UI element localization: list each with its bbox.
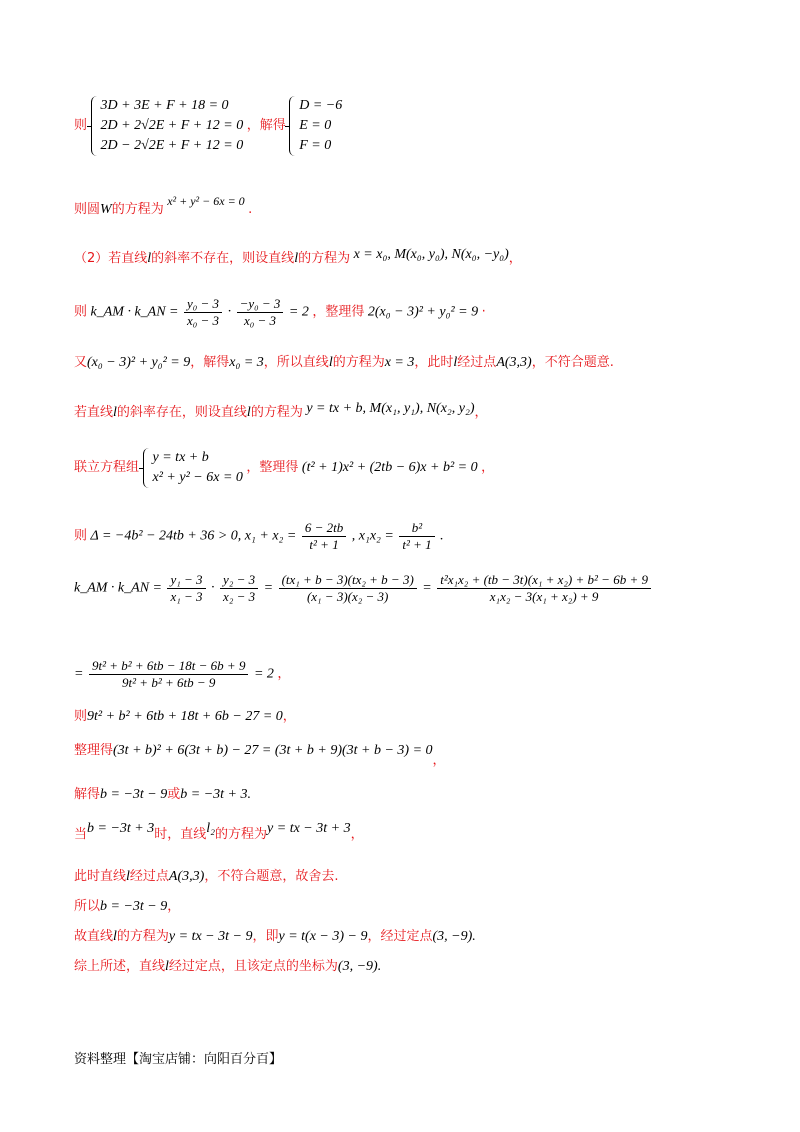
text: 经过点 — [457, 355, 497, 370]
line-discriminant — [74, 520, 444, 553]
equation-system-1 — [91, 96, 244, 156]
math: x₀ = 3 — [229, 355, 264, 370]
line-therefore-b — [74, 898, 180, 916]
text: ，解得 — [190, 355, 230, 370]
text: 综上所述，直线 — [74, 959, 166, 974]
line-solve-b — [74, 786, 251, 804]
text: ，即 — [252, 929, 279, 944]
text: 的方程为 — [332, 355, 385, 370]
math: l — [246, 405, 251, 420]
text: 经过点 — [129, 869, 169, 884]
line-case-no-slope — [74, 247, 522, 268]
math: A(3,3) — [168, 869, 205, 884]
text: ， — [282, 709, 296, 724]
text: . — [248, 202, 253, 217]
math: A(3,3) — [496, 355, 532, 370]
text: 的方程为 — [298, 251, 351, 266]
math: y = tx + b, M(x₁, y₁), N(x₂, y₂) — [306, 401, 475, 416]
text: 则 — [74, 304, 88, 320]
math: (x₀ − 3)² + y₀² = 9 — [87, 355, 191, 370]
equation-row: 2D + 2√2E + F + 12 = 0 — [100, 118, 244, 133]
text: 整理得 — [74, 743, 114, 758]
math: (3t + b)² + 6(3t + b) − 27 = (3t + b + 9)(3t + b − 3) = 0 — [113, 743, 433, 758]
text: 时，直线 — [154, 827, 207, 842]
fraction: $\frac{\text{y₂ − 3}}{\text{x₂ − 3}}$ — [220, 572, 258, 605]
math: y = tx − 3t + 3 — [267, 821, 351, 836]
math: (3, −9) — [432, 929, 473, 944]
text: ， — [481, 460, 495, 476]
line-factored — [74, 742, 446, 768]
math: l — [147, 251, 152, 266]
equation-row: D = −6 — [299, 98, 343, 113]
fraction: $\frac{\text{−y₀ − 3}}{\text{x₀ − 3}}$ — [237, 296, 284, 329]
equation-system-3 — [143, 448, 243, 488]
text: 则 — [74, 528, 88, 544]
text: （2）若直线 — [74, 251, 148, 266]
text: 则 — [74, 118, 88, 134]
text: 的斜率不存在，则设直线 — [151, 251, 295, 266]
line-expanded — [74, 708, 296, 726]
math: 2(x₀ − 3)² + y₀² = 9 — [367, 304, 479, 320]
line-reject — [74, 868, 338, 886]
math: · — [211, 580, 215, 596]
text: ，整理得 — [312, 304, 365, 320]
text: 经过定点，且该定点的坐标为 — [168, 959, 338, 974]
text: 则 — [74, 709, 88, 724]
equation-row: x² + y² − 6x = 0 — [152, 470, 243, 485]
text: ， — [508, 251, 522, 266]
math: = 2 — [253, 666, 274, 682]
text: 所以 — [74, 899, 101, 914]
math: l — [328, 355, 333, 370]
line-conclusion — [74, 958, 381, 976]
text: ， — [432, 753, 446, 768]
math: · — [227, 304, 232, 320]
equation-row: F = 0 — [299, 138, 332, 153]
math: = — [422, 580, 432, 596]
math: y = tx − 3t − 9 — [168, 929, 253, 944]
fraction: $\frac{\text{b²}}{\text{t² + 1}}$ — [399, 520, 434, 553]
equation-row: y = tx + b — [152, 450, 209, 465]
line-system-solution — [74, 96, 342, 156]
fraction: $\frac{\text{y₀ − 3}}{\text{x₀ − 3}}$ — [184, 296, 222, 329]
line-final-equation — [74, 928, 476, 946]
text: ， — [350, 827, 364, 842]
math: Δ = −4b² − 24tb + 36 > 0, x₁ + x₂ = — [90, 528, 297, 544]
equation-row: 2D − 2√2E + F + 12 = 0 — [100, 138, 244, 153]
line-circle-equation — [74, 194, 253, 219]
math: = — [74, 666, 84, 682]
equation-row: 3D + 3E + F + 18 = 0 — [100, 98, 229, 113]
fraction: $\frac{6 - 2tb}{\text{t² + 1}}$ — [302, 520, 346, 553]
text: 的斜率存在，则设直线 — [116, 405, 247, 420]
math: l — [113, 929, 117, 944]
math: b = −3t + 3 — [87, 821, 155, 836]
line-slope-product-2 — [74, 572, 653, 605]
math: l₂ — [206, 821, 216, 836]
text: ，不符合题意，故舍去. — [204, 869, 339, 884]
math: b = −3t − 9 — [100, 899, 168, 914]
math: l — [113, 405, 117, 420]
math: b = −3t + 3 — [180, 787, 248, 802]
text: 或 — [167, 787, 181, 802]
text: 的方程为 — [215, 827, 268, 842]
text: 故直线 — [74, 929, 114, 944]
text: 当 — [74, 827, 88, 842]
math: l — [294, 251, 299, 266]
equation-row: E = 0 — [299, 118, 332, 133]
text: ， — [167, 899, 181, 914]
math: l — [126, 869, 130, 884]
math: W — [100, 202, 112, 217]
line-case-b3 — [74, 821, 364, 844]
fraction: $\frac{\text{t²x₁x₂ + (tb − 3t)(x₁ + x₂) + b² − 6b + 9}}{\text{x₁x₂ − 3(x₁ + x₂) + 9}}$ — [437, 572, 651, 605]
text: 又 — [74, 355, 88, 370]
math: . — [377, 959, 382, 974]
text: 若直线 — [74, 405, 114, 420]
text: 的方程为 — [111, 202, 164, 217]
text: ， — [277, 666, 291, 682]
text: ，经过定点 — [367, 929, 433, 944]
math: x² + y² − 6x = 0 — [167, 194, 245, 208]
math: . — [247, 787, 251, 802]
math: x = 3 — [384, 355, 415, 370]
text: 解得 — [74, 787, 101, 802]
math: l — [165, 959, 169, 974]
text: 的方程为 — [116, 929, 169, 944]
math: y = t(x − 3) − 9 — [278, 929, 368, 944]
text: ， — [474, 405, 488, 420]
math: k_AM · k_AN = — [90, 304, 179, 320]
text: ，此时 — [414, 355, 454, 370]
fraction: $\frac{\text{y₁ − 3}}{\text{x₁ − 3}}$ — [167, 572, 205, 605]
math: b = −3t − 9 — [100, 787, 168, 802]
line-slope-product-1 — [74, 296, 486, 329]
text: ，解得 — [246, 118, 286, 134]
text: 联立方程组 — [74, 460, 140, 476]
text: ，所以直线 — [263, 355, 329, 370]
line-solve-x0 — [74, 354, 614, 372]
line-simultaneous — [74, 448, 494, 488]
fraction: $\frac{\text{(tx₁ + b − 3)(tx₂ + b − 3)}}{\text{(x₁ − 3)(x₂ − 3)}}$ — [279, 572, 417, 605]
math: = 2 — [288, 304, 309, 320]
math: 9t² + b² + 6tb + 18t + 6b − 27 = 0 — [87, 709, 283, 724]
math: (3, −9) — [337, 959, 378, 974]
math: . — [440, 528, 444, 544]
line-case-slope — [74, 401, 488, 422]
text: · — [481, 304, 486, 320]
math: . — [472, 929, 476, 944]
text: 的方程为 — [250, 405, 303, 420]
text: ，不符合题意. — [531, 355, 614, 370]
line-simplified-fraction — [74, 658, 290, 691]
fraction: $\frac{\text{9t² + b² + 6tb − 18t − 6b + 9}}{\text{9t² + b² + 6tb − 9}}$ — [89, 658, 249, 691]
text: ，整理得 — [246, 460, 299, 476]
equation-system-2 — [289, 96, 342, 156]
math: k_AM · k_AN = — [74, 580, 162, 596]
math: = — [263, 580, 274, 596]
text: 此时直线 — [74, 869, 127, 884]
math: , x₁x₂ = — [351, 528, 394, 544]
footer-source: 资料整理【淘宝店铺：向阳百分百】 — [74, 1052, 283, 1067]
math: (t² + 1)x² + (2tb − 6)x + b² = 0 — [301, 460, 478, 476]
text: 则圆 — [74, 202, 101, 217]
math: x = x₀, M(x₀, y₀), N(x₀, −y₀) — [353, 247, 509, 262]
math: l — [453, 355, 458, 370]
